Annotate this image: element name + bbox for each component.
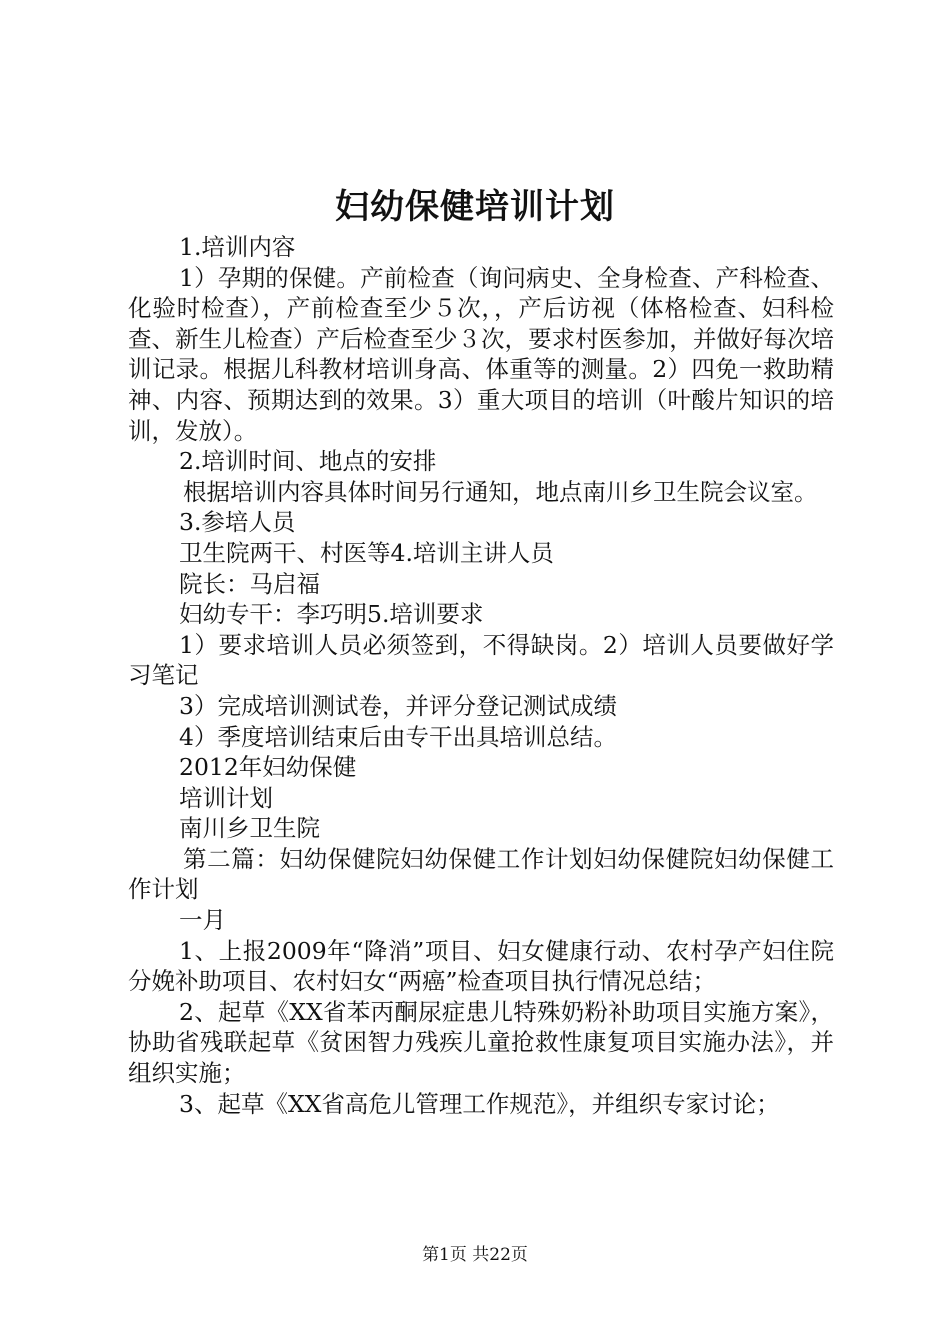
paragraph-content-details: 1）孕期的保健。产前检查（询问病史、全身检查、产科检查、化验时检查），产前检查至少５次，，产后访视（体格检查、妇科检查、新生儿检查）产后检查至少３次，要求村医参加，并做好每次培训记录。根据儿科教材培训身高、体重等的测量。2）四免一救助精神、内容、预期达到的效果。3）重大项目的培训（叶酸片知识的培训，发放）。 xyxy=(128,263,834,445)
section-heading-participants: 3.参培人员 xyxy=(179,508,296,537)
paragraph-requirement-1: 1）要求培训人员必须签到，不得缺岗。2）培训人员要做好学习笔记 xyxy=(128,630,834,690)
paragraph-month-january: 一月 xyxy=(179,906,226,935)
paragraph-task-2: 2、起草《XX省苯丙酮尿症患儿特殊奶粉补助项目实施方案》，协助省残联起草《贫困智力残疾儿童抢救性康复项目实施办法》，并组织实施； xyxy=(128,997,834,1088)
paragraph-lecturer-director: 院长：马启福 xyxy=(179,569,320,598)
paragraph-task-1: 1、上报2009年“降消”项目、妇女健康行动、农村孕产妇住院分娩补助项目、农村妇女“两癌”检查项目执行情况总结； xyxy=(128,936,834,996)
document-body xyxy=(128,232,834,1119)
paragraph-plan-label: 培训计划 xyxy=(179,783,273,812)
paragraph-requirement-3: 3）完成培训测试卷，并评分登记测试成绩 xyxy=(179,691,617,720)
paragraph-organization: 南川乡卫生院 xyxy=(179,814,320,843)
page-number: 第1页 共22页 xyxy=(422,1245,528,1265)
document-title: 妇幼保健培训计划 xyxy=(335,187,615,227)
paragraph-participants: 卫生院两干、村医等4.培训主讲人员 xyxy=(179,538,554,567)
paragraph-lecturer-specialist: 妇幼专干：李巧明5.培训要求 xyxy=(179,600,484,629)
paragraph-time-place: 根据培训内容具体时间另行通知，地点南川乡卫生院会议室。 xyxy=(183,477,818,506)
paragraph-year-label: 2012年妇幼保健 xyxy=(179,753,357,782)
section-heading-time-place: 2.培训时间、地点的安排 xyxy=(179,447,437,476)
paragraph-task-3: 3、起草《XX省高危儿管理工作规范》，并组织专家讨论； xyxy=(179,1089,780,1118)
paragraph-part-two-heading: 第二篇：妇幼保健院妇幼保健工作计划妇幼保健院妇幼保健工作计划 xyxy=(128,844,834,904)
paragraph-requirement-4: 4）季度培训结束后由专干出具培训总结。 xyxy=(179,722,617,751)
section-heading-content: 1.培训内容 xyxy=(179,233,296,261)
